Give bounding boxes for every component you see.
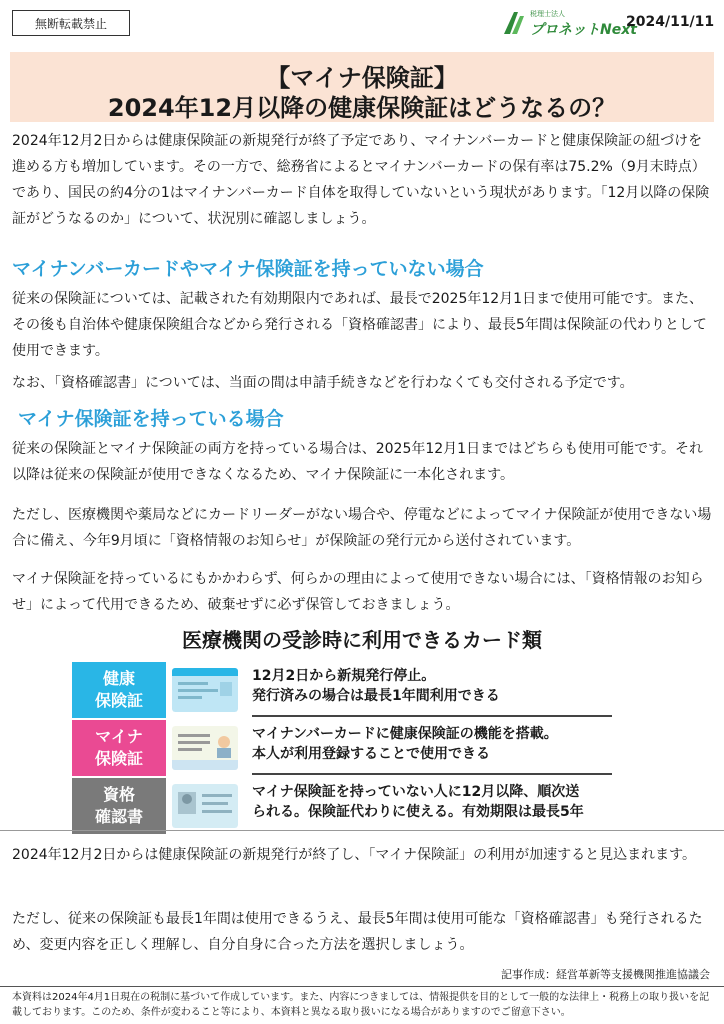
title-banner: [10, 52, 714, 122]
eligibility-certificate-icon: [172, 784, 238, 828]
row-divider: [252, 773, 612, 775]
logo-mark-icon: [502, 10, 528, 36]
section2-paragraph-3: マイナ保険証を持っているにもかかわらず、何らかの理由によって使用できない場合には、「資格情報のお知らせ」によって代用できるため、破棄せずに必ず保管しておきましょう。: [12, 571, 704, 613]
card-label: 健康 保険証: [72, 662, 166, 718]
card-description: マイナ保険証を持っていない人に12月以降、順次送 られる。保険証代わりに使える。有効期限は最長5年: [252, 784, 584, 820]
intro-paragraph: 2024年12月2日からは健康保険証の新規発行が終了予定であり、マイナンバーカードと健康保険証の紐づけを進める方も増加しています。その一方で、総務省によるとマイナンバーカードの保有率は75.2%（9月末時点）であり、国民の約4分の1はマイナンバーカード自体を取得していないという現状があります。「12月以降の保険証がどうなるのか」について、状況別に確認しましょう。: [12, 133, 710, 227]
section1-paragraph-1: 従来の保険証については、記載された有効期限内であれば、最長で2025年12月1日まで使用可能です。また、その後も自治体や健康保険組合などから発行される「資格確認書」により、最長5年間は保険証の代わりとして使用できます。: [12, 291, 707, 359]
card-label: マイナ 保険証: [72, 720, 166, 776]
article-credit: 記事作成：経営革新等支援機関推進協議会: [501, 968, 710, 981]
card-row-eligibility-certificate: [72, 778, 612, 834]
section2-heading: マイナ保険証を持っている場合: [18, 408, 284, 430]
card-description: マイナンバーカードに健康保険証の機能を搭載。 本人が利用登録することで使用できる: [252, 726, 558, 762]
section1-paragraph-2: なお、「資格確認書」については、当面の間は申請手続きなどを行わなくても交付される予定です。: [12, 375, 634, 391]
company-logo: [502, 6, 637, 40]
title-line-1: 【マイナ保険証】: [266, 64, 458, 92]
card-description: 12月2日から新規発行停止。 発行済みの場合は最長1年間利用できる: [252, 668, 500, 704]
cards-table-title: 医療機関の受診時に利用できるカード類: [182, 628, 542, 652]
card-row-health-insurance: [72, 662, 612, 718]
card-row-my-number-insurance: [72, 720, 612, 776]
row-divider: [252, 715, 612, 717]
logo-subtitle: 税理士法人: [530, 10, 565, 18]
section1-heading: マイナンバーカードやマイナ保険証を持っていない場合: [12, 258, 484, 280]
section2-paragraph-2: ただし、医療機関や薬局などにカードリーダーがない場合や、停電などによってマイナ保険証が使用できない場合に備え、今年9月頃に「資格情報のお知らせ」が保険証の発行元から送付されています。: [12, 507, 712, 549]
logo-text: プロネットNext: [530, 22, 637, 38]
title-line-2: 2024年12月以降の健康保険証はどうなるの？: [107, 94, 617, 122]
health-insurance-card-icon: [172, 668, 238, 712]
disclaimer: 本資料は2024年4月1日現在の税制に基づいて作成しています。また、内容につきましては、情報提供を目的として一般的な法律上・税務上の取り扱いを記載しております。このため、条件が変わること等により、本資料と異なる取り扱いになる場合がありますのでご留意下さい。: [0, 986, 724, 1024]
my-number-card-icon: [172, 726, 238, 770]
card-label: 資格 確認書: [72, 778, 166, 834]
section-divider: [0, 830, 724, 831]
no-copy-notice: 無断転載禁止: [12, 10, 130, 36]
summary-paragraph-1: 2024年12月2日からは健康保険証の新規発行が終了し、「マイナ保険証」の利用が加速すると見込まれます。: [12, 847, 696, 863]
section2-paragraph-1: 従来の保険証とマイナ保険証の両方を持っている場合は、2025年12月1日まではどちらも使用可能です。それ以降は従来の保険証が使用できなくなるため、マイナ保険証に一本化されます。: [12, 441, 703, 483]
summary-paragraph-2: ただし、従来の保険証も最長1年間は使用できるうえ、最長5年間は使用可能な「資格確認書」も発行されるため、変更内容を正しく理解し、自分自身に合った方法を選択しましょう。: [12, 911, 703, 953]
publish-date: 2024/11/11: [626, 14, 715, 30]
